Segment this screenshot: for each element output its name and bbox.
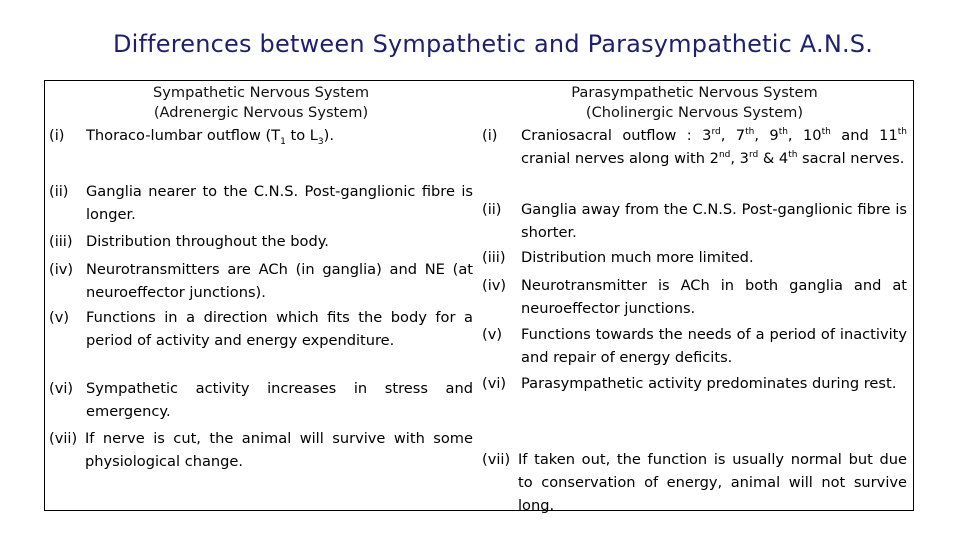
item-number: (vi) <box>49 380 74 397</box>
item-text: Sympathetic activity increases in stress and emergency. <box>86 380 473 420</box>
item-number: (vii) <box>49 430 78 447</box>
item-text: Craniosacral outflow : 3rd, 7th, 9th, 10th and 11th cranial nerves along with 2nd, 3rd & 4th sacral nerves. <box>521 127 907 167</box>
item-text: Neurotransmitter is ACh in both ganglia and at neuroeffector junctions. <box>521 277 907 317</box>
item-number: (vii) <box>482 451 511 468</box>
item-number: (i) <box>482 127 498 144</box>
parasympathetic-heading <box>482 81 907 124</box>
sympathetic-column <box>49 81 473 470</box>
item-text: Distribution much more limited. <box>521 249 754 266</box>
item-number: (iii) <box>49 233 73 250</box>
item-number: (iv) <box>482 277 507 294</box>
item-text: Neurotransmitters are ACh (in ganglia) and NE (at neuroeffector junctions). <box>86 261 473 301</box>
item-text: If nerve is cut, the animal will survive with some physiological change. <box>85 430 473 470</box>
item-number: (ii) <box>482 201 502 218</box>
item-text: If taken out, the function is usually normal but due to conservation of energy, animal will not survive long. <box>518 451 907 514</box>
item-number: (ii) <box>49 183 69 200</box>
parasympathetic-heading-line1: Parasympathetic Nervous System <box>571 84 818 101</box>
item-text: Thoraco-lumbar outflow ($T_1$ to $L_3$). <box>86 127 334 147</box>
item-text: Distribution throughout the body. <box>86 233 329 250</box>
item-number: (i) <box>49 127 65 144</box>
comparison-table <box>44 80 914 514</box>
page-title: Differences between Sympathetic and Parasympathetic A.N.S. <box>112 30 874 58</box>
item-text: Functions in a direction which fits the body for a period of activity and energy expenditure. <box>86 309 473 349</box>
sympathetic-heading <box>49 81 473 124</box>
parasympathetic-column <box>482 81 907 514</box>
item-text: Ganglia nearer to the C.N.S. Post-ganglionic fibre is longer. <box>86 183 473 223</box>
item-number: (iv) <box>49 261 74 278</box>
item-number: (vi) <box>482 375 507 392</box>
item-text: Parasympathetic activity predominates during rest. <box>521 375 897 392</box>
item-text: Ganglia away from the C.N.S. Post-ganglionic fibre is shorter. <box>521 201 907 241</box>
item-number: (v) <box>482 326 503 343</box>
item-number: (iii) <box>482 249 506 266</box>
sympathetic-heading-line1: Sympathetic Nervous System <box>152 84 370 101</box>
parasympathetic-heading-line2: (Cholinergic Nervous System) <box>585 104 804 121</box>
item-number: (v) <box>49 309 70 326</box>
item-text: Functions towards the needs of a period of inactivity and repair of energy deficits. <box>521 326 907 366</box>
sympathetic-heading-line2: (Adrenergic Nervous System) <box>153 104 369 121</box>
